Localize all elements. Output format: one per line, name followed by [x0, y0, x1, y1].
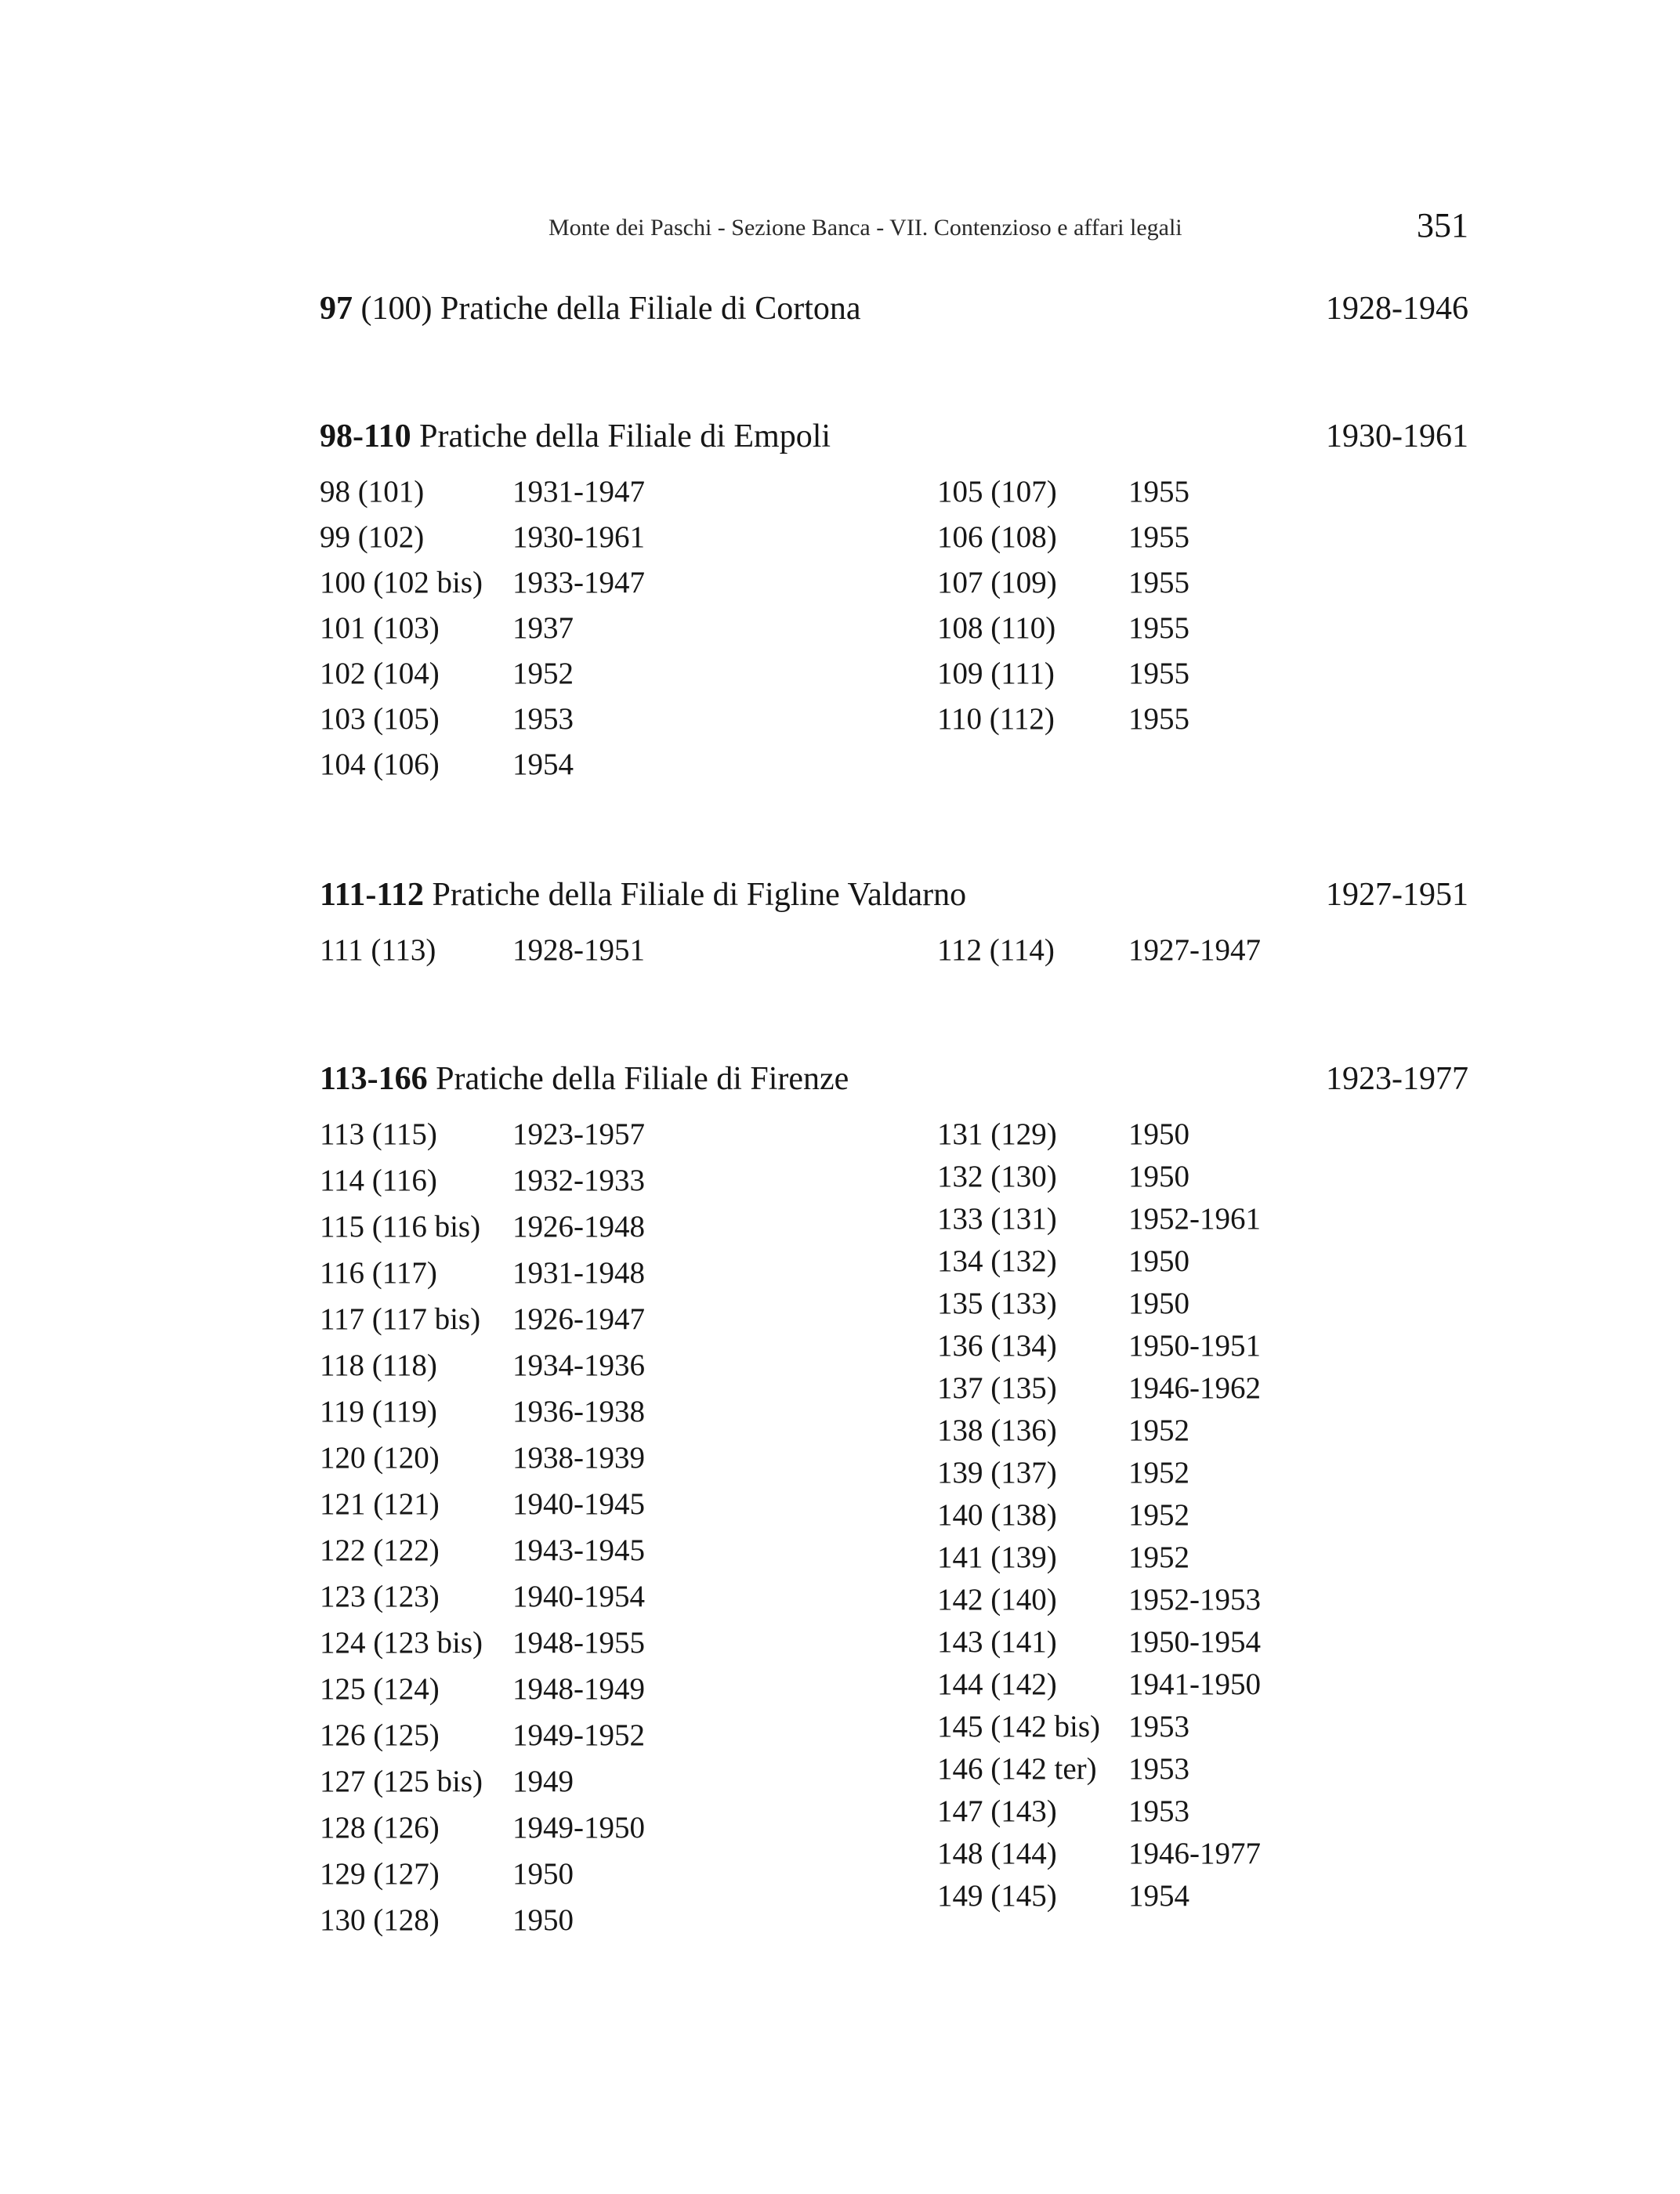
unit-reference: 102 (104) [320, 657, 440, 690]
unit-dates: 1949 [512, 1765, 574, 1798]
unit-dates: 1952 [1128, 1456, 1189, 1490]
running-head: Monte dei Paschi - Sezione Banca - VII. Contenzioso e affari legali [549, 215, 1182, 241]
unit-dates: 1937 [512, 611, 574, 645]
unit-dates: 1955 [1128, 520, 1189, 554]
unit-reference: 148 (144) [937, 1837, 1057, 1870]
unit-reference: 132 (130) [937, 1160, 1057, 1193]
section-dates: 1930-1961 [1326, 418, 1468, 454]
unit-reference: 106 (108) [937, 520, 1057, 554]
unit-dates: 1927-1947 [1128, 933, 1261, 967]
unit-reference: 103 (105) [320, 702, 440, 736]
section-title-text: Pratiche della Filiale di Figline Valdarno [432, 877, 967, 913]
unit-reference: 125 (124) [320, 1672, 440, 1706]
unit-reference: 113 (115) [320, 1117, 437, 1151]
unit-dates: 1953 [1128, 1794, 1189, 1828]
unit-dates: 1928-1951 [512, 933, 645, 967]
unit-reference: 118 (118) [320, 1349, 437, 1382]
unit-dates: 1936-1938 [512, 1395, 645, 1428]
unit-reference: 140 (138) [937, 1498, 1057, 1532]
unit-reference: 144 (142) [937, 1667, 1057, 1701]
unit-reference: 112 (114) [937, 933, 1055, 967]
unit-dates: 1953 [1128, 1710, 1189, 1743]
section-dates: 1928-1946 [1326, 291, 1468, 327]
unit-dates: 1931-1948 [512, 1256, 645, 1290]
unit-reference: 136 (134) [937, 1329, 1057, 1363]
unit-reference: 126 (125) [320, 1718, 440, 1752]
unit-reference: 129 (127) [320, 1857, 440, 1891]
unit-dates: 1955 [1128, 566, 1189, 599]
unit-reference: 121 (121) [320, 1487, 440, 1521]
section-heading [320, 418, 1468, 465]
section-number: 111-112 [320, 877, 425, 913]
unit-dates: 1952 [1128, 1498, 1189, 1532]
section-dates: 1927-1951 [1326, 877, 1468, 913]
unit-dates: 1953 [512, 702, 574, 736]
unit-dates: 1946-1962 [1128, 1371, 1261, 1405]
unit-dates: 1926-1948 [512, 1210, 645, 1244]
unit-dates: 1933-1947 [512, 566, 645, 599]
unit-reference: 131 (129) [937, 1117, 1057, 1151]
unit-reference: 145 (142 bis) [937, 1710, 1100, 1743]
page-number: 351 [1417, 206, 1468, 244]
unit-dates: 1950 [512, 1857, 574, 1891]
section-title-text: (100) Pratiche della Filiale di Cortona [360, 291, 861, 327]
unit-dates: 1955 [1128, 475, 1189, 509]
unit-reference: 109 (111) [937, 657, 1055, 690]
section-title [320, 418, 831, 455]
unit-reference: 137 (135) [937, 1371, 1057, 1405]
unit-dates: 1955 [1128, 702, 1189, 736]
unit-dates: 1932-1933 [512, 1164, 645, 1197]
unit-dates: 1954 [512, 748, 574, 781]
unit-dates: 1949-1950 [512, 1811, 645, 1845]
unit-dates: 1950-1954 [1128, 1625, 1261, 1659]
unit-dates: 1948-1949 [512, 1672, 645, 1706]
unit-reference: 142 (140) [937, 1583, 1057, 1617]
unit-reference: 104 (106) [320, 748, 440, 781]
section-number: 98-110 [320, 418, 411, 454]
unit-dates: 1955 [1128, 611, 1189, 645]
unit-reference: 122 (122) [320, 1533, 440, 1567]
unit-reference: 141 (139) [937, 1541, 1057, 1574]
section-title [320, 1060, 849, 1098]
unit-dates: 1923-1957 [512, 1117, 645, 1151]
unit-dates: 1941-1950 [1128, 1667, 1261, 1701]
unit-dates: 1930-1961 [512, 520, 645, 554]
unit-reference: 120 (120) [320, 1441, 440, 1475]
unit-dates: 1948-1955 [512, 1626, 645, 1660]
section-title-text: Pratiche della Filiale di Empoli [419, 418, 831, 454]
unit-reference: 119 (119) [320, 1395, 437, 1428]
unit-reference: 98 (101) [320, 475, 425, 509]
unit-reference: 138 (136) [937, 1414, 1057, 1447]
unit-dates: 1952 [512, 657, 574, 690]
unit-dates: 1952-1961 [1128, 1202, 1261, 1236]
unit-reference: 111 (113) [320, 933, 436, 967]
unit-dates: 1952 [1128, 1414, 1189, 1447]
section-heading [320, 876, 1468, 923]
unit-reference: 107 (109) [937, 566, 1057, 599]
unit-reference: 143 (141) [937, 1625, 1057, 1659]
unit-reference: 110 (112) [937, 702, 1055, 736]
section [320, 290, 1468, 337]
unit-reference: 105 (107) [937, 475, 1057, 509]
unit-reference: 124 (123 bis) [320, 1626, 483, 1660]
section [320, 876, 1468, 967]
unit-dates: 1952-1953 [1128, 1583, 1261, 1617]
unit-dates: 1940-1954 [512, 1580, 645, 1613]
section-title-text: Pratiche della Filiale di Firenze [436, 1061, 849, 1097]
unit-reference: 130 (128) [320, 1903, 440, 1937]
unit-dates: 1940-1945 [512, 1487, 645, 1521]
unit-dates: 1950 [1128, 1160, 1189, 1193]
section-title [320, 876, 966, 914]
unit-dates: 1934-1936 [512, 1349, 645, 1382]
section-number: 97 [320, 291, 353, 327]
unit-reference: 146 (142 ter) [937, 1752, 1097, 1786]
unit-dates: 1949-1952 [512, 1718, 645, 1752]
section-heading [320, 1060, 1468, 1107]
unit-dates: 1953 [1128, 1752, 1189, 1786]
unit-dates: 1946-1977 [1128, 1837, 1261, 1870]
unit-dates: 1938-1939 [512, 1441, 645, 1475]
unit-reference: 123 (123) [320, 1580, 440, 1613]
unit-reference: 135 (133) [937, 1287, 1057, 1320]
unit-reference: 114 (116) [320, 1164, 437, 1197]
unit-reference: 134 (132) [937, 1244, 1057, 1278]
section-dates: 1923-1977 [1326, 1061, 1468, 1097]
section [320, 1060, 1468, 1937]
unit-dates: 1950-1951 [1128, 1329, 1261, 1363]
unit-reference: 149 (145) [937, 1879, 1057, 1913]
unit-reference: 128 (126) [320, 1811, 440, 1845]
section [320, 418, 1468, 781]
unit-reference: 116 (117) [320, 1256, 437, 1290]
unit-dates: 1943-1945 [512, 1533, 645, 1567]
unit-reference: 115 (116 bis) [320, 1210, 481, 1244]
unit-reference: 133 (131) [937, 1202, 1057, 1236]
unit-dates: 1955 [1128, 657, 1189, 690]
unit-dates: 1950 [1128, 1287, 1189, 1320]
section-heading [320, 290, 1468, 337]
unit-reference: 147 (143) [937, 1794, 1057, 1828]
unit-reference: 127 (125 bis) [320, 1765, 483, 1798]
unit-dates: 1931-1947 [512, 475, 645, 509]
unit-dates: 1954 [1128, 1879, 1189, 1913]
unit-reference: 139 (137) [937, 1456, 1057, 1490]
unit-reference: 100 (102 bis) [320, 566, 483, 599]
section-number: 113-166 [320, 1061, 428, 1097]
unit-dates: 1926-1947 [512, 1302, 645, 1336]
unit-dates: 1950 [512, 1903, 574, 1937]
unit-reference: 101 (103) [320, 611, 440, 645]
unit-dates: 1950 [1128, 1244, 1189, 1278]
unit-reference: 117 (117 bis) [320, 1302, 481, 1336]
unit-reference: 99 (102) [320, 520, 425, 554]
unit-dates: 1952 [1128, 1541, 1189, 1574]
section-title [320, 290, 861, 328]
unit-reference: 108 (110) [937, 611, 1056, 645]
unit-dates: 1950 [1128, 1117, 1189, 1151]
